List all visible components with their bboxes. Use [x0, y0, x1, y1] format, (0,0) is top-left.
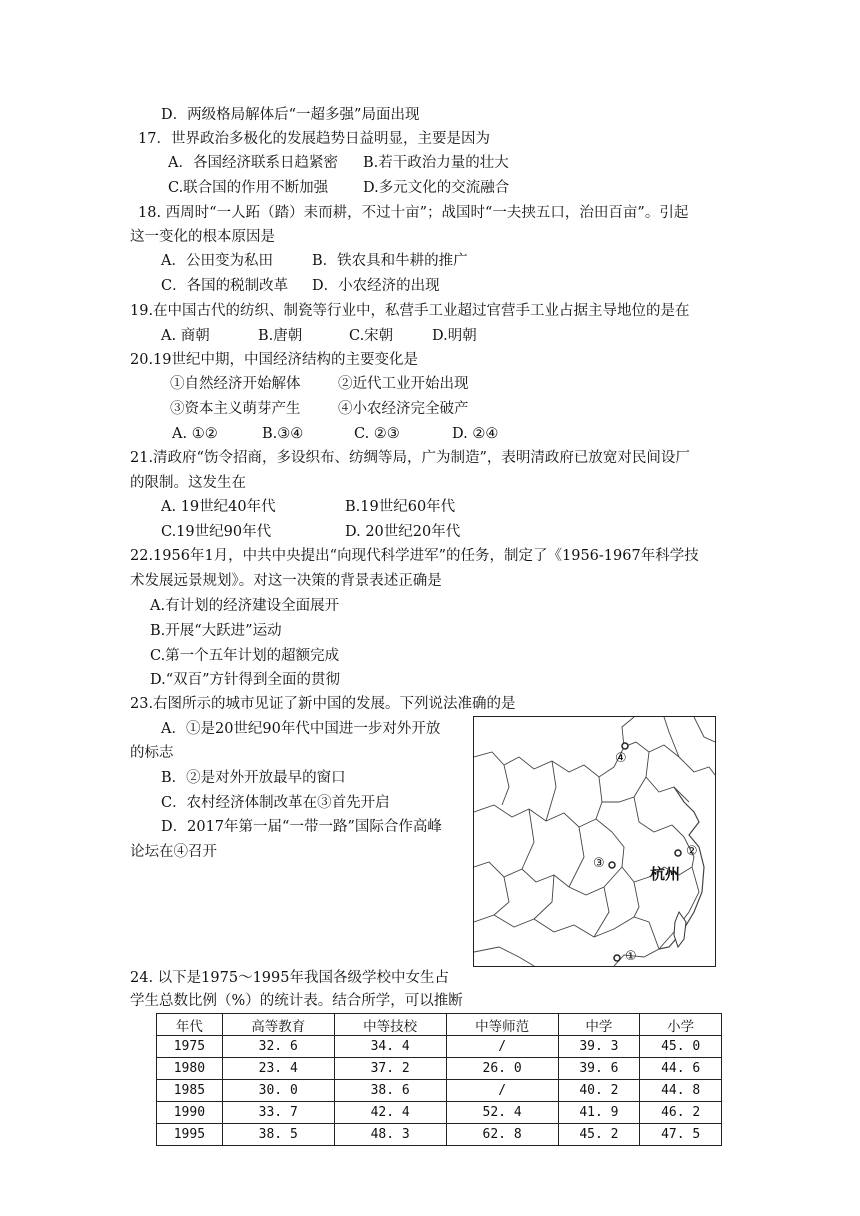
- table-cell: 1985: [157, 1080, 223, 1102]
- q21-option-d: D. 20世纪20年代: [345, 524, 461, 540]
- q20-option-c: C. ②③: [354, 426, 400, 442]
- table-cell: 45. 2: [558, 1124, 640, 1146]
- q19-option-b: B.唐朝: [258, 328, 303, 344]
- table-header-cell: 高等教育: [222, 1014, 334, 1036]
- city-dot-1: [614, 955, 620, 961]
- q21-option-c: C.19世纪90年代: [161, 524, 272, 540]
- q19-stem: 19.在中国古代的纺织、制瓷等行业中，私营手工业超过官营手工业占据主导地位的是在: [130, 303, 690, 319]
- girls-ratio-table: [156, 1013, 722, 1146]
- table-row: [157, 1102, 722, 1124]
- q20-item-4: ④小农经济完全破产: [338, 401, 469, 417]
- map-marker-1: ①: [625, 949, 637, 964]
- q20-item-3: ③资本主义萌芽产生: [170, 401, 301, 417]
- table-cell: 40. 2: [558, 1080, 640, 1102]
- q23-option-b: B．②是对外开放最早的窗口: [161, 770, 346, 786]
- q21-option-a: A. 19世纪40年代: [161, 499, 276, 515]
- q20-item-2: ②近代工业开始出现: [338, 376, 469, 392]
- map-city-label-hangzhou: 杭州: [650, 865, 681, 883]
- table-header-cell: 中等师范: [446, 1014, 558, 1036]
- q22-stem-line2: 术发展远景规划》。对这一决策的背景表述正确是: [130, 573, 442, 589]
- table-cell: 26. 0: [446, 1058, 558, 1080]
- table-row: [157, 1080, 722, 1102]
- q22-stem-line1: 22.1956年1月，中共中央提出“向现代科学进军”的任务，制定了《1956-1967年科学技: [130, 548, 699, 564]
- q18-option-c: C．各国的税制改革: [161, 278, 289, 294]
- table-cell: 39. 6: [558, 1058, 640, 1080]
- q22-option-b: B.开展“大跃进”运动: [150, 623, 282, 639]
- table-cell: 44. 6: [640, 1058, 722, 1080]
- q16-option-d: D．两级格局解体后“一超多强”局面出现: [161, 107, 420, 123]
- q23-option-d-line1: D．2017年第一届“一带一路”国际合作高峰: [161, 819, 442, 835]
- q17-option-a: A．各国经济联系日趋紧密: [168, 155, 338, 171]
- q23-stem: 23.右图所示的城市见证了新中国的发展。下列说法准确的是: [130, 696, 516, 712]
- q17-option-c: C.联合国的作用不断加强: [168, 180, 329, 196]
- table-row: [157, 1036, 722, 1058]
- q20-item-1: ①自然经济开始解体: [170, 376, 301, 392]
- table-cell: /: [446, 1080, 558, 1102]
- q19-option-d: D.明朝: [432, 328, 477, 344]
- q23-option-a-line2: 的标志: [130, 745, 174, 761]
- q21-option-b: B.19世纪60年代: [345, 499, 456, 515]
- q20-option-b: B.③④: [262, 426, 304, 442]
- q18-option-a: A．公田变为私田: [161, 253, 273, 269]
- q22-option-c: C.第一个五年计划的超额完成: [150, 648, 340, 664]
- q23-option-d-line2: 论坛在④召开: [130, 844, 217, 860]
- table-row: [157, 1124, 722, 1146]
- table-cell: 38. 6: [334, 1080, 446, 1102]
- table-cell: 44. 8: [640, 1080, 722, 1102]
- table-cell: 37. 2: [334, 1058, 446, 1080]
- q24-stem-line1: 24. 以下是1975～1995年我国各级学校中女生占: [130, 970, 449, 986]
- table-cell: 42. 4: [334, 1102, 446, 1124]
- q17-option-d: D.多元文化的交流融合: [363, 180, 510, 196]
- table-cell: 41. 9: [558, 1102, 640, 1124]
- map-marker-2: ②: [686, 844, 698, 859]
- table-cell: 48. 3: [334, 1124, 446, 1146]
- q23-option-c: C．农村经济体制改革在③首先开启: [161, 795, 390, 811]
- table-cell: 1990: [157, 1102, 223, 1124]
- city-dot-3: [609, 862, 615, 868]
- province-boundaries: [474, 717, 715, 966]
- table-cell: 1975: [157, 1036, 223, 1058]
- table-cell: 1995: [157, 1124, 223, 1146]
- q18-stem-line1: 18. 西周时“一人跖（踏）耒而耕，不过十亩”；战国时“一夫挟五口，治田百亩”。引起: [138, 205, 689, 221]
- city-dot-4: [622, 743, 628, 749]
- table-header-cell: 年代: [157, 1014, 223, 1036]
- table-cell: 33. 7: [222, 1102, 334, 1124]
- q22-option-d: D.“双百”方针得到全面的贯彻: [150, 672, 341, 688]
- q21-stem-line2: 的限制。这发生在: [130, 475, 246, 491]
- table-header-cell: 中等技校: [334, 1014, 446, 1036]
- table-cell: /: [446, 1036, 558, 1058]
- table-cell: 46. 2: [640, 1102, 722, 1124]
- q23-option-a-line1: A．①是20世纪90年代中国进一步对外开放: [161, 721, 441, 737]
- city-dot-2: [675, 850, 681, 856]
- q19-option-a: A. 商朝: [161, 328, 210, 344]
- q22-option-a: A.有计划的经济建设全面展开: [150, 598, 340, 614]
- map-marker-4: ④: [615, 751, 627, 766]
- table-header-cell: 小学: [640, 1014, 722, 1036]
- table-cell: 23. 4: [222, 1058, 334, 1080]
- table-cell: 39. 3: [558, 1036, 640, 1058]
- q20-option-a: A. ①②: [172, 426, 218, 442]
- q20-option-d: D. ②④: [452, 426, 499, 442]
- table-cell: 38. 5: [222, 1124, 334, 1146]
- q24-stem-line2: 学生总数比例（%）的统计表。结合所学，可以推断: [130, 993, 463, 1009]
- q18-option-b: B．铁农具和牛耕的推广: [312, 253, 468, 269]
- table-cell: 30. 0: [222, 1080, 334, 1102]
- table-cell: 47. 5: [640, 1124, 722, 1146]
- q17-option-b: B.若干政治力量的壮大: [363, 155, 509, 171]
- q19-option-c: C.宋朝: [349, 328, 394, 344]
- table-row: [157, 1058, 722, 1080]
- table-cell: 45. 0: [640, 1036, 722, 1058]
- q18-option-d: D．小农经济的出现: [312, 278, 440, 294]
- table-cell: 1980: [157, 1058, 223, 1080]
- table-cell: 34. 4: [334, 1036, 446, 1058]
- china-city-map: [473, 716, 716, 967]
- q21-stem-line1: 21.清政府“饬令招商，多设织布、纺绸等局，广为制造”，表明清政府已放宽对民间设厂: [130, 450, 690, 466]
- q17-stem: 17．世界政治多极化的发展趋势日益明显，主要是因为: [138, 131, 490, 147]
- table-cell: 62. 8: [446, 1124, 558, 1146]
- q20-stem: 20.19世纪中期，中国经济结构的主要变化是: [130, 352, 419, 368]
- table-cell: 52. 4: [446, 1102, 558, 1124]
- map-marker-3: ③: [593, 856, 605, 871]
- table-header-cell: 中学: [558, 1014, 640, 1036]
- q18-stem-line2: 这一变化的根本原因是: [130, 229, 275, 245]
- table-header-row: [157, 1014, 722, 1036]
- table-cell: 32. 6: [222, 1036, 334, 1058]
